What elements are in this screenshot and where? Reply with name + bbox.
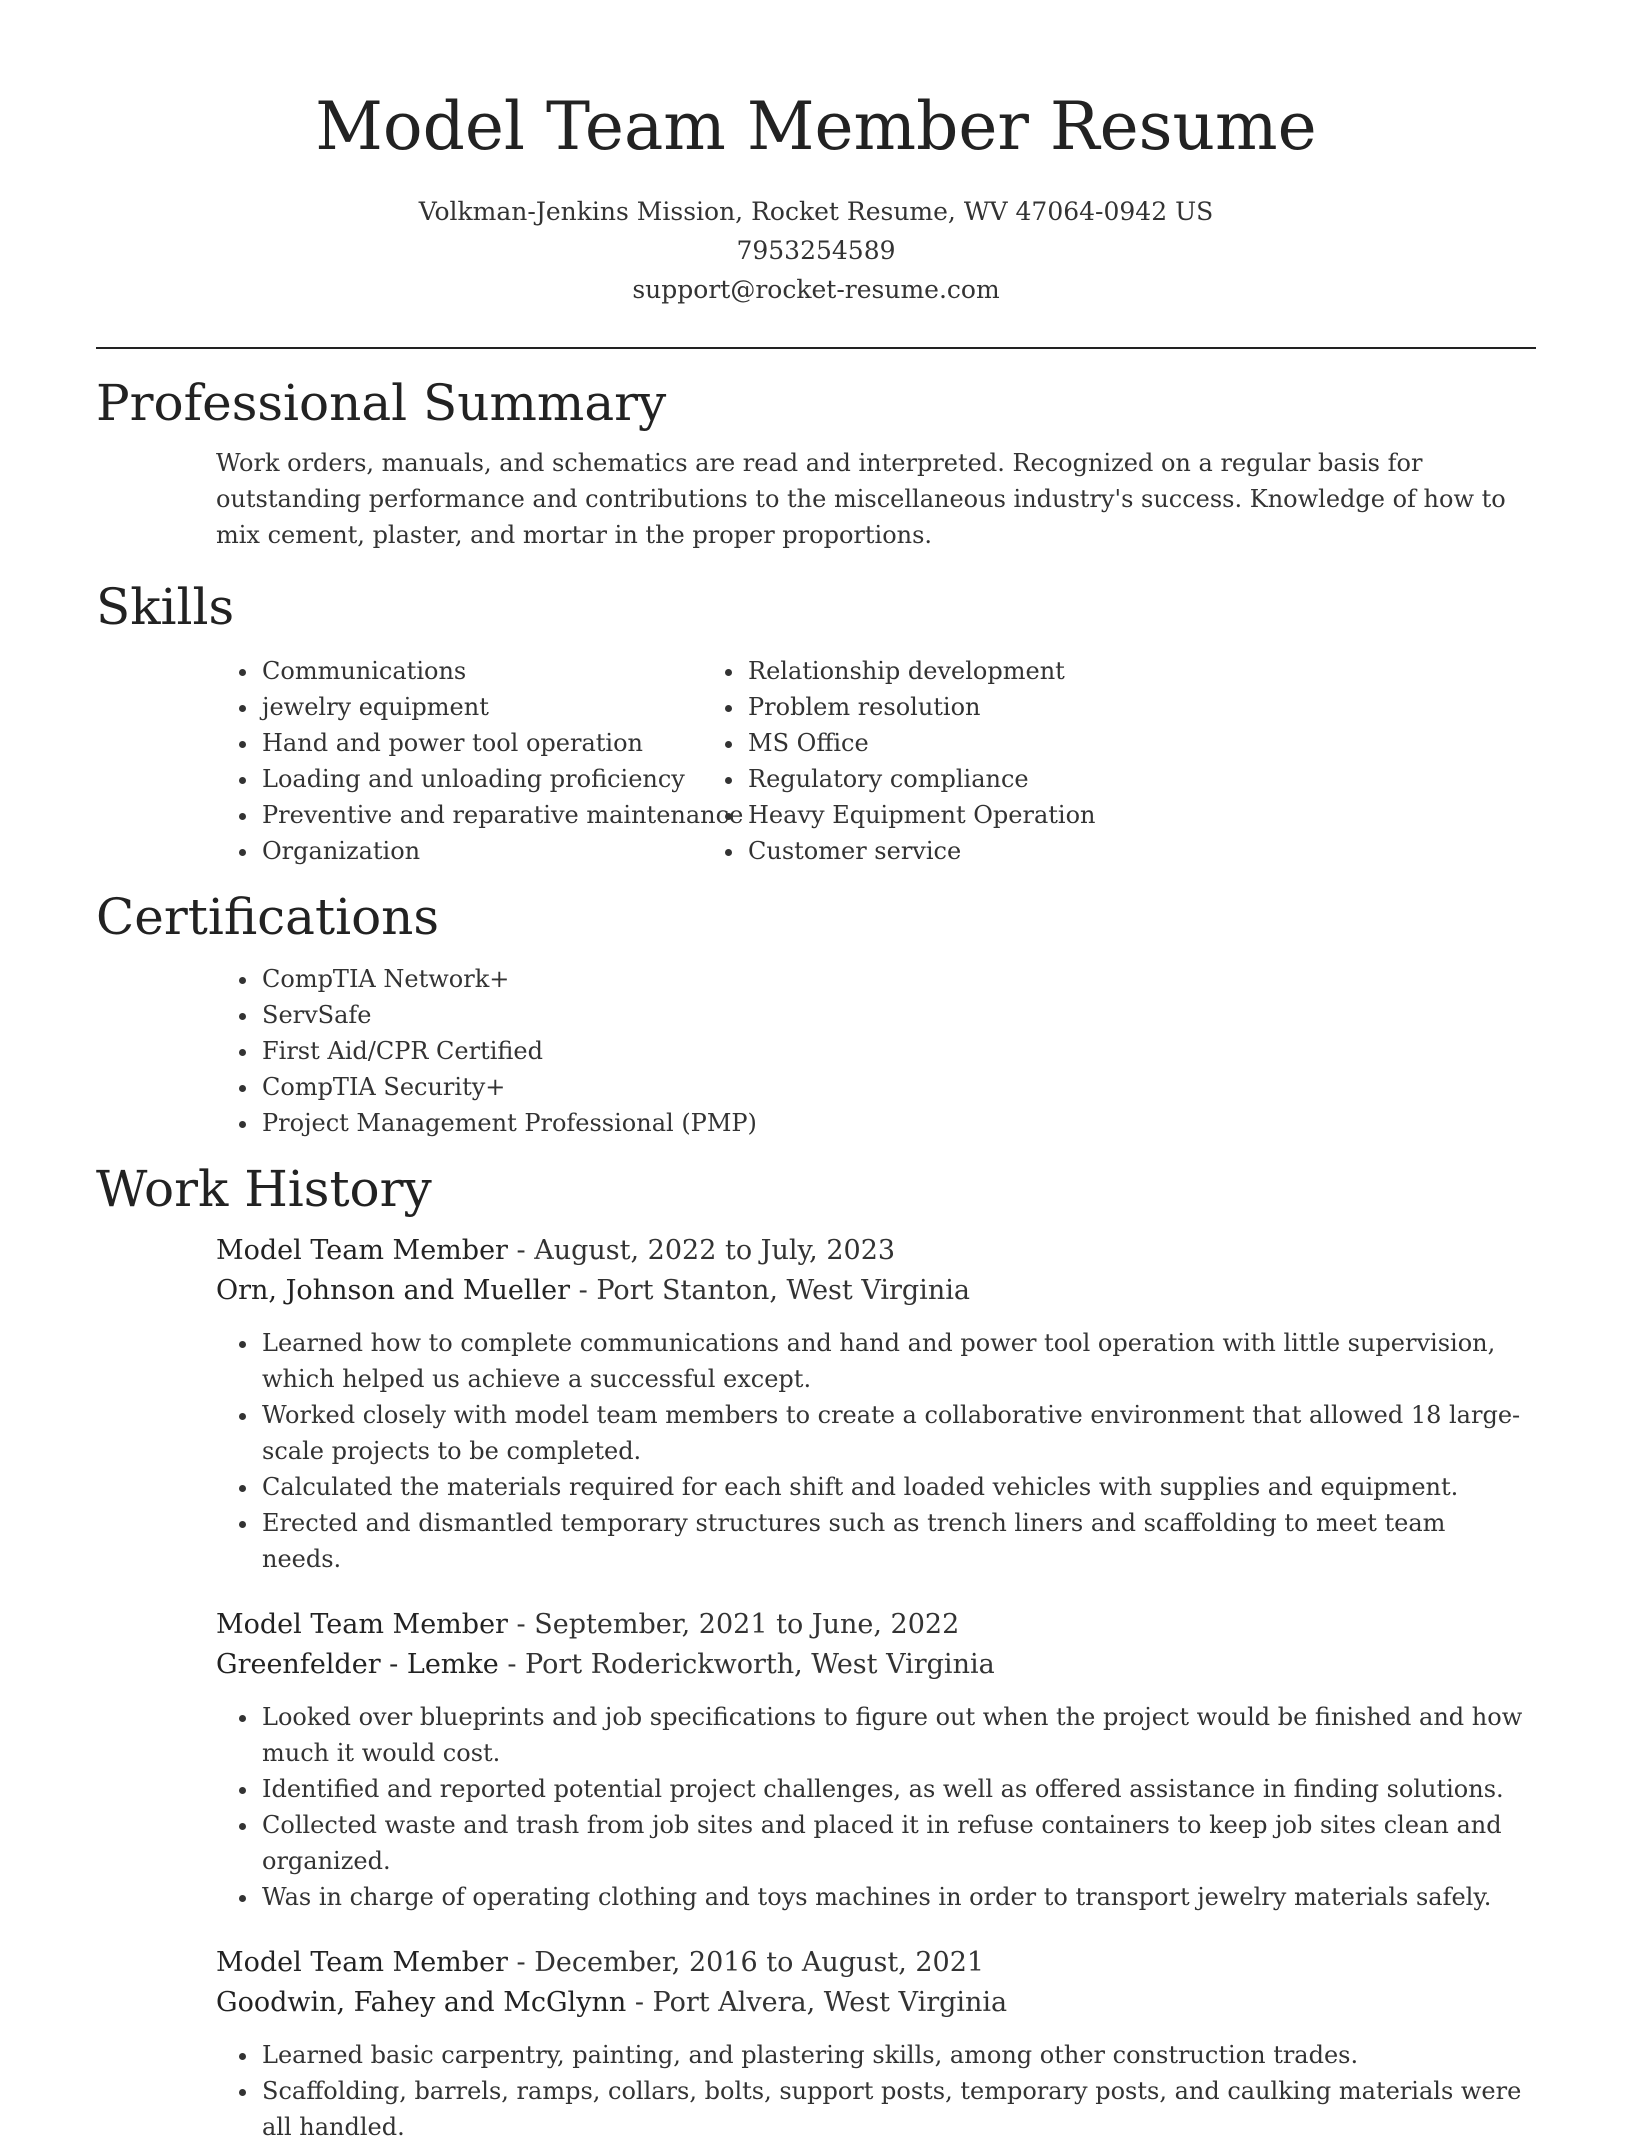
job-duty: • Learned how to complete communications and hand and power tool operation with little supervision, which helped us achieve a successful except. (260, 1325, 1530, 1397)
certification-item: • ServSafe (260, 997, 1536, 1033)
job-title: Model Team Member (216, 1947, 508, 1978)
job-company: Goodwin, Fahey and McGlynn (216, 1987, 627, 2018)
certifications-section (96, 885, 1536, 1141)
job-dates: September, 2021 to June, 2022 (534, 1609, 960, 1640)
job-title-line (216, 1231, 1536, 1271)
skill-item: • Loading and unloading proficiency (260, 761, 746, 797)
skill-item: • Regulatory compliance (746, 761, 1372, 797)
contact-address: Volkman-Jenkins Mission, Rocket Resume, WV 47064-0942 US (418, 197, 1214, 226)
skill-item: • Preventive and reparative maintenance (260, 797, 746, 833)
job-entry (216, 1231, 1536, 1577)
skill-item: • Relationship development (746, 653, 1372, 689)
job-location: Port Alvera, West Virginia (652, 1987, 1008, 2018)
resume-header (96, 0, 1536, 309)
contact-phone: 7953254589 (736, 236, 896, 265)
skills-section (96, 575, 1536, 869)
skill-item: • MS Office (746, 725, 1372, 761)
job-title: Model Team Member (216, 1609, 508, 1640)
certification-item: • Project Management Professional (PMP) (260, 1105, 1536, 1141)
job-entry (216, 1605, 1536, 1915)
skill-item: • Communications (260, 653, 746, 689)
job-duty: • Collected waste and trash from job sites and placed it in refuse containers to keep job sites clean and organized. (260, 1807, 1530, 1879)
separator: - (498, 1649, 526, 1680)
job-duty: • Identified and reported potential project challenges, as well as offered assistance in finding solutions. (260, 1771, 1530, 1807)
job-location: Port Roderickworth, West Virginia (525, 1649, 995, 1680)
job-duty: • Was in charge of operating clothing and toys machines in order to transport jewelry materials safely. (260, 1879, 1530, 1915)
certification-item: • CompTIA Network+ (260, 961, 1536, 997)
header-divider (96, 347, 1536, 349)
separator: - (507, 1609, 535, 1640)
certification-item: • CompTIA Security+ (260, 1069, 1536, 1105)
job-company-line (216, 1983, 1536, 2023)
job-duties-list (216, 2037, 1536, 2145)
summary-text: Work orders, manuals, and schematics are read and interpreted. Recognized on a regular basis for outstanding performance and contributions to the miscellaneous industry's success. Knowledge of how to mix cement, plaster, and mortar in the proper proportions. (216, 449, 1506, 549)
job-title-line (216, 1943, 1536, 1983)
separator: - (507, 1235, 535, 1266)
job-entry (216, 1943, 1536, 2145)
certifications-list (96, 961, 1536, 1141)
job-duties-list (216, 1325, 1536, 1577)
job-company: Greenfelder - Lemke (216, 1649, 499, 1680)
resume-page (96, 0, 1536, 2145)
job-company-line (216, 1271, 1536, 1311)
job-company: Orn, Johnson and Mueller (216, 1275, 571, 1306)
summary-heading: Professional Summary (96, 374, 667, 432)
work-history-section (96, 1157, 1536, 2145)
skills-list-right (582, 653, 1372, 869)
job-duty: • Looked over blueprints and job specifications to figure out when the project would be finished and how much it would cost. (260, 1699, 1530, 1771)
skill-item: • Customer service (746, 833, 1372, 869)
skill-item: • Organization (260, 833, 746, 869)
job-company-line (216, 1645, 1536, 1685)
contact-email: support@rocket-resume.com (632, 275, 1000, 304)
separator: - (626, 1987, 653, 2018)
resume-title: Model Team Member Resume (315, 88, 1317, 165)
skill-item: • jewelry equipment (260, 689, 746, 725)
job-location: Port Stanton, West Virginia (596, 1275, 970, 1306)
skills-heading: Skills (96, 578, 235, 636)
job-title: Model Team Member (216, 1235, 508, 1266)
job-duty: • Worked closely with model team members to create a collaborative environment that allowed 18 large-scale projects to be completed. (260, 1397, 1530, 1469)
separator: - (507, 1947, 535, 1978)
job-duties-list (216, 1699, 1536, 1915)
skill-item: • Heavy Equipment Operation (746, 797, 1372, 833)
certifications-heading: Certifications (96, 888, 440, 946)
certification-item: • First Aid/CPR Certified (260, 1033, 1536, 1069)
job-duty: • Erected and dismantled temporary structures such as trench liners and scaffolding to meet team needs. (260, 1505, 1530, 1577)
job-duty: • Learned basic carpentry, painting, and plastering skills, among other construction trades. (260, 2037, 1530, 2073)
contact-block (96, 192, 1536, 309)
skills-columns (96, 653, 1536, 869)
work-history-heading: Work History (96, 1160, 432, 1218)
job-duty: • Calculated the materials required for each shift and loaded vehicles with supplies and equipment. (260, 1469, 1530, 1505)
separator: - (570, 1275, 597, 1306)
job-title-line (216, 1605, 1536, 1645)
job-dates: December, 2016 to August, 2021 (534, 1947, 985, 1978)
skill-item: • Problem resolution (746, 689, 1372, 725)
job-duty: • Scaffolding, barrels, ramps, collars, bolts, support posts, temporary posts, and caulking materials were all handled. (260, 2073, 1530, 2145)
skill-item: • Hand and power tool operation (260, 725, 746, 761)
job-dates: August, 2022 to July, 2023 (534, 1235, 896, 1266)
summary-section (96, 371, 1536, 553)
